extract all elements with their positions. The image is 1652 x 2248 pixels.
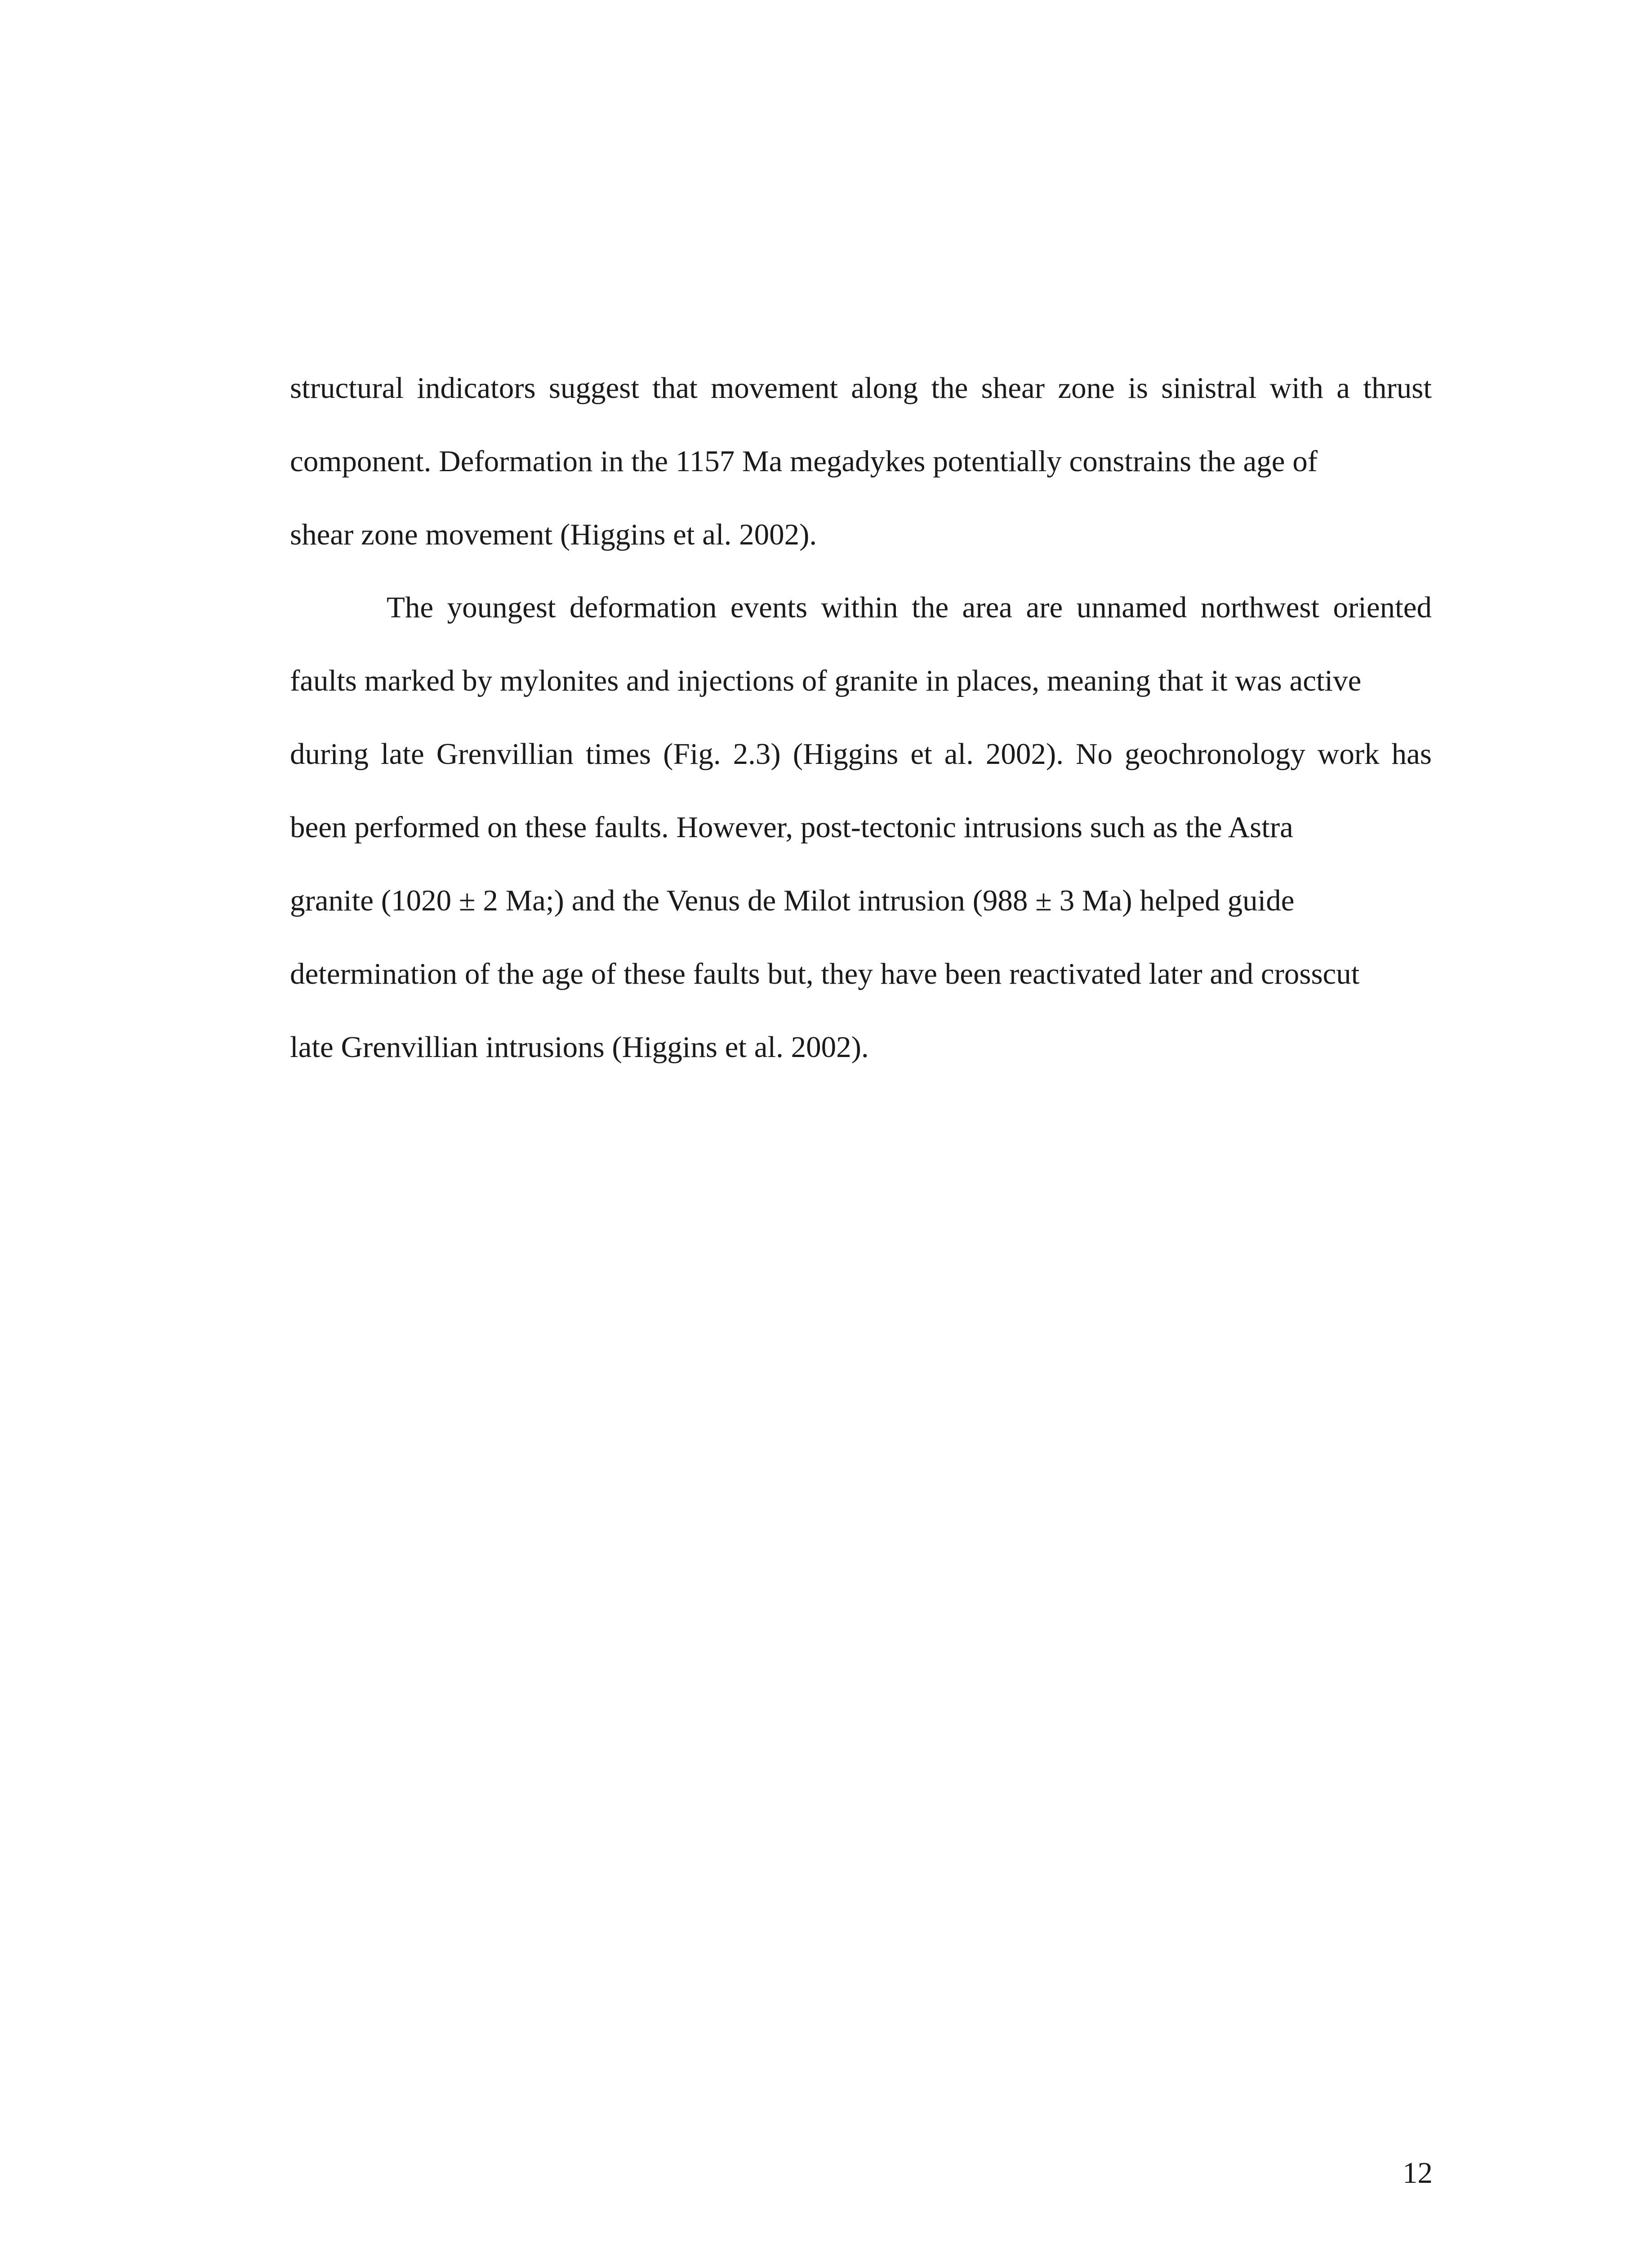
text-line: late Grenvillian intrusions (Higgins et al. 2002).	[290, 1030, 869, 1064]
text-line: during late Grenvillian times (Fig. 2.3) (Higgins et al. 2002). No geochronology work has	[290, 737, 1432, 771]
text-line: granite (1020 ± 2 Ma;) and the Venus de Milot intrusion (988 ± 3 Ma) helped guide	[290, 884, 1295, 917]
text-line: determination of the age of these faults but, they have been reactivated later and crosscut	[290, 957, 1360, 990]
text-line: been performed on these faults. However, post-tectonic intrusions such as the Astra	[290, 811, 1293, 844]
text-line: The youngest deformation events within the area are unnamed northwest oriented	[387, 591, 1432, 624]
page-number: 12	[1403, 2156, 1433, 2190]
text-line: faults marked by mylonites and injections of granite in places, meaning that it was active	[290, 664, 1362, 697]
text-line: shear zone movement (Higgins et al. 2002).	[290, 518, 817, 551]
text-line: component. Deformation in the 1157 Ma megadykes potentially constrains the age of	[290, 445, 1318, 478]
text-line: structural indicators suggest that movement along the shear zone is sinistral with a thrust	[290, 371, 1432, 405]
